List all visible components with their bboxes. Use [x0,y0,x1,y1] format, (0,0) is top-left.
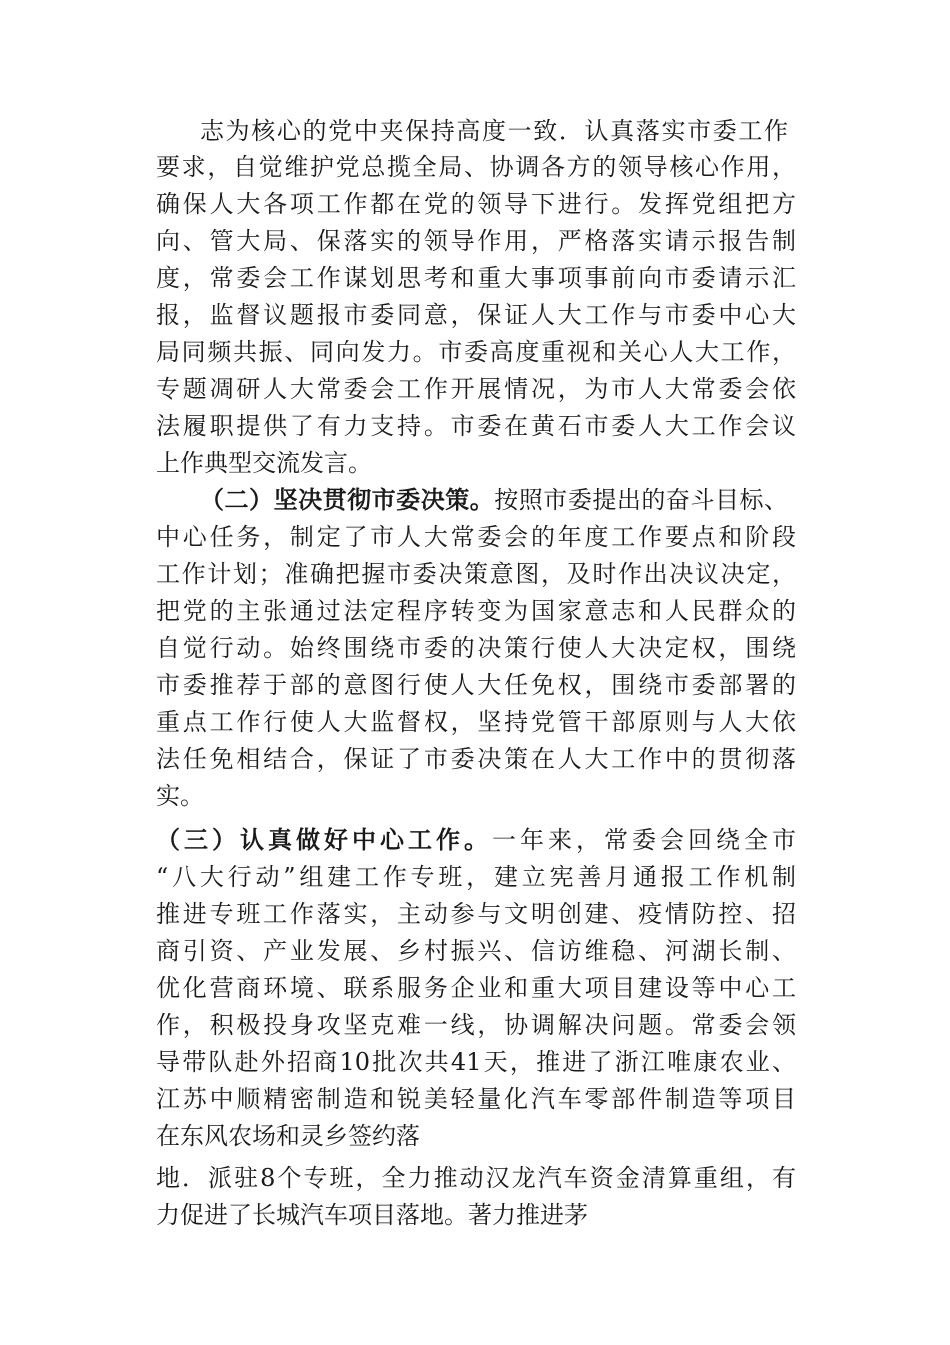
para1-line-4: 向、管大局、保落实的领导作用，严格落实请示报告制 [156,227,796,255]
para3-line-11: 力促进了长城汽车项目落地。著力推进茅 [156,1201,588,1229]
para2-line-3: 工作计划；准确把握市委决策意图，及时作出决议决定， [156,560,796,588]
para2-line-5: 自觉行动。始终围绕市委的决策行使人大决定权，围绕 [156,634,796,662]
para1-line-9: 法履职提供了有力支持。市委在黄石市委人大工作会议 [156,412,796,440]
para1-line-6: 报，监督议题报市委同意，保证人大工作与市委中心大 [156,301,796,329]
para1-line-10: 上作典型交流发言。 [156,449,372,477]
para3-line-9: 在东风农场和灵乡签约落 [156,1122,420,1150]
para3-line-8: 江苏中顺精密制造和锐美轻量化汽车零部件制造等项目 [156,1085,796,1113]
para2-heading: （二）坚决贯彻市委决策。 [200,486,495,514]
para3-line-3: 推进专班工作落实，主动参与文明创建、疫情防控、招 [156,900,796,928]
para1-line-8: 专题凋研人大常委会工作开展情况，为市人大常委会依 [156,375,796,403]
para3-line-7: 导带队赴外招商10批次共41天，推进了浙江唯康农业、 [156,1048,796,1076]
para2-line-7: 重点工作行使人大监督权，坚持党管干部原则与人大依 [156,708,796,736]
para2-line-1 [200,482,788,518]
para1-line-3: 确保人大各项工作都在党的领导下进行。发挥党组把方 [156,190,796,218]
para2-line-1-text: 按照市委提出的奋斗目标、 [494,486,789,514]
para1-line-5: 度，常委会工作谋划思考和重大事项事前向市委请示汇 [156,264,796,292]
para1-line-7: 局同频共振、同向发力。市委高度重视和关心人大工作， [156,338,796,366]
para3-line-4: 商引资、产业发展、乡村振兴、信访维稳、河湖长制、 [156,937,796,965]
para3-line-10: 地．派驻8个专班，全力推动汉龙汽车资金清算重组，有 [156,1164,796,1192]
para3-heading: （三）认真做好中心工作。 [156,826,492,854]
para2-line-9: 实。 [156,782,204,810]
para2-line-2: 中心任务，制定了市人大常委会的年度工作要点和阶段 [156,523,796,551]
para3-line-1-text: 一年来，常委会回绕全市 [492,826,796,854]
para2-line-8: 法任免相结合，保证了市委决策在人大工作中的贯彻落 [156,745,796,773]
para3-line-6: 作，积极投身攻坚克难一线，协调解决问题。常委会领 [156,1011,796,1039]
para1-line-1: 志为核心的党中夹保持高度一致．认真落实市委工作 [200,117,788,145]
para1-line-2: 要求，自觉维护党总揽全局、协调各方的领导核心作用， [156,153,796,181]
para2-line-6: 市委推荐于部的意图行使人大任免权，围绕市委部署的 [156,671,796,699]
para2-line-4: 把党的主张通过法定程序转变为国家意志和人民群众的 [156,597,796,625]
para3-line-5: 优化营商环境、联系服务企业和重大项目建设等中心工 [156,974,796,1002]
para3-line-2: “八大行动”组建工作专班，建立宪善月通报工作机制 [156,863,796,891]
para3-line-1 [156,822,796,858]
